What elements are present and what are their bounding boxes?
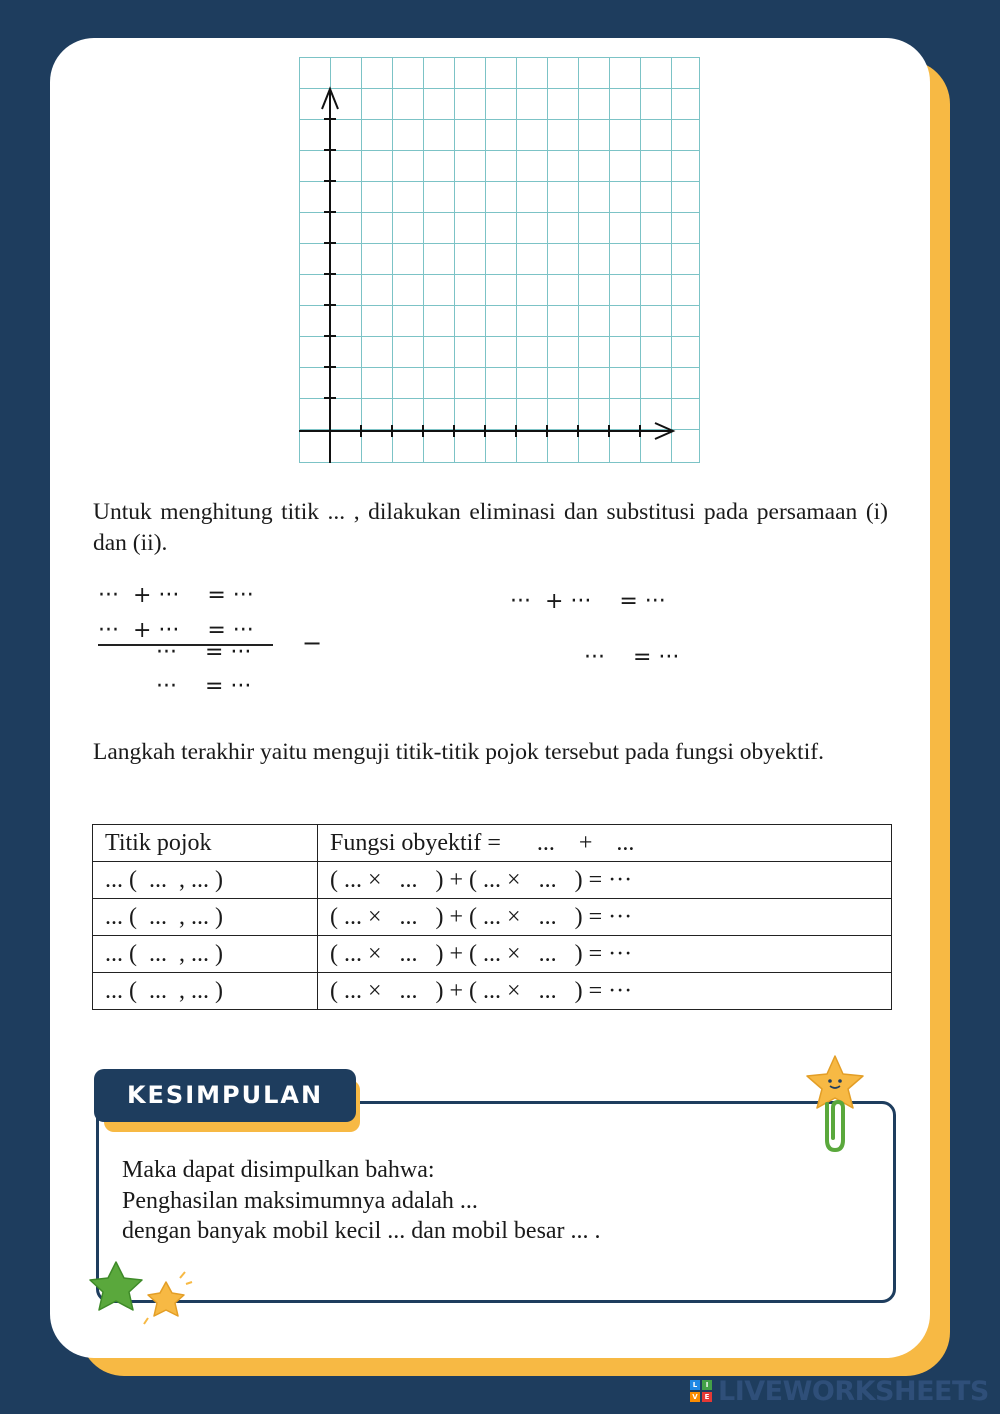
header-corner-point: Titik pojok — [93, 825, 318, 862]
corner-point-cell[interactable]: ... ( ... , ... ) — [93, 862, 318, 899]
table-row — [93, 862, 892, 899]
objective-value-cell[interactable]: ( ... × ... ) + ( ... × ... ) = ··· — [318, 936, 892, 973]
conclusion-line-1: Maka dapat disimpulkan bahwa: — [122, 1157, 435, 1183]
watermark-text: LIVEWORKSHEETS — [718, 1375, 989, 1407]
objective-value-cell[interactable]: ( ... × ... ) + ( ... × ... ) = ··· — [318, 973, 892, 1010]
conclusion-line-3[interactable]: dengan banyak mobil kecil ... dan mobil besar ... . — [122, 1218, 601, 1244]
paragraph-elimination-intro: Untuk menghitung titik ... , dilakukan eliminasi dan substitusi pada persamaan (i) dan (ii). — [93, 499, 888, 556]
logo-letter-i: I — [702, 1380, 712, 1390]
stars-decoration-icon — [88, 1258, 198, 1328]
corner-point-cell[interactable]: ... ( ... , ... ) — [93, 936, 318, 973]
conclusion-title: KESIMPULAN — [94, 1069, 356, 1122]
corner-point-cell[interactable]: ... ( ... , ... ) — [93, 973, 318, 1010]
conclusion-line-2[interactable]: Penghasilan maksimumnya adalah ... — [122, 1187, 478, 1214]
grid-lines — [299, 57, 700, 463]
elimination-row-3[interactable]: ··· = ··· — [156, 640, 252, 665]
star-paperclip-icon — [800, 1052, 870, 1156]
table-row — [93, 973, 892, 1010]
coordinate-grid — [299, 57, 701, 465]
logo-letter-v: V — [690, 1392, 700, 1402]
corner-point-cell[interactable]: ... ( ... , ... ) — [93, 899, 318, 936]
objective-value-cell[interactable]: ( ... × ... ) + ( ... × ... ) = ··· — [318, 899, 892, 936]
substitution-row-2[interactable]: ··· = ··· — [584, 645, 680, 670]
header-objective-function[interactable]: Fungsi obyektif = ... + ... — [318, 825, 892, 862]
corner-point-table — [92, 824, 892, 1010]
table-header-row — [93, 825, 892, 862]
paragraph-final-step: Langkah terakhir yaitu menguji titik-titik pojok tersebut pada fungsi obyektif. — [93, 739, 824, 765]
logo-letter-l: L — [690, 1380, 700, 1390]
liveworksheets-logo-icon — [690, 1380, 712, 1402]
elimination-row-1[interactable]: ··· + ··· = ··· — [98, 583, 254, 608]
substitution-row-1[interactable]: ··· + ··· = ··· — [510, 589, 666, 614]
objective-value-cell[interactable]: ( ... × ... ) + ( ... × ... ) = ··· — [318, 862, 892, 899]
table-row — [93, 936, 892, 973]
conclusion-text — [122, 1155, 862, 1247]
minus-sign: − — [302, 629, 323, 657]
logo-letter-e: E — [702, 1392, 712, 1402]
elimination-row-4[interactable]: ··· = ··· — [156, 674, 252, 699]
elimination-row-2[interactable]: ··· + ··· = ··· — [98, 618, 254, 643]
table-row — [93, 899, 892, 936]
liveworksheets-watermark — [690, 1374, 989, 1408]
